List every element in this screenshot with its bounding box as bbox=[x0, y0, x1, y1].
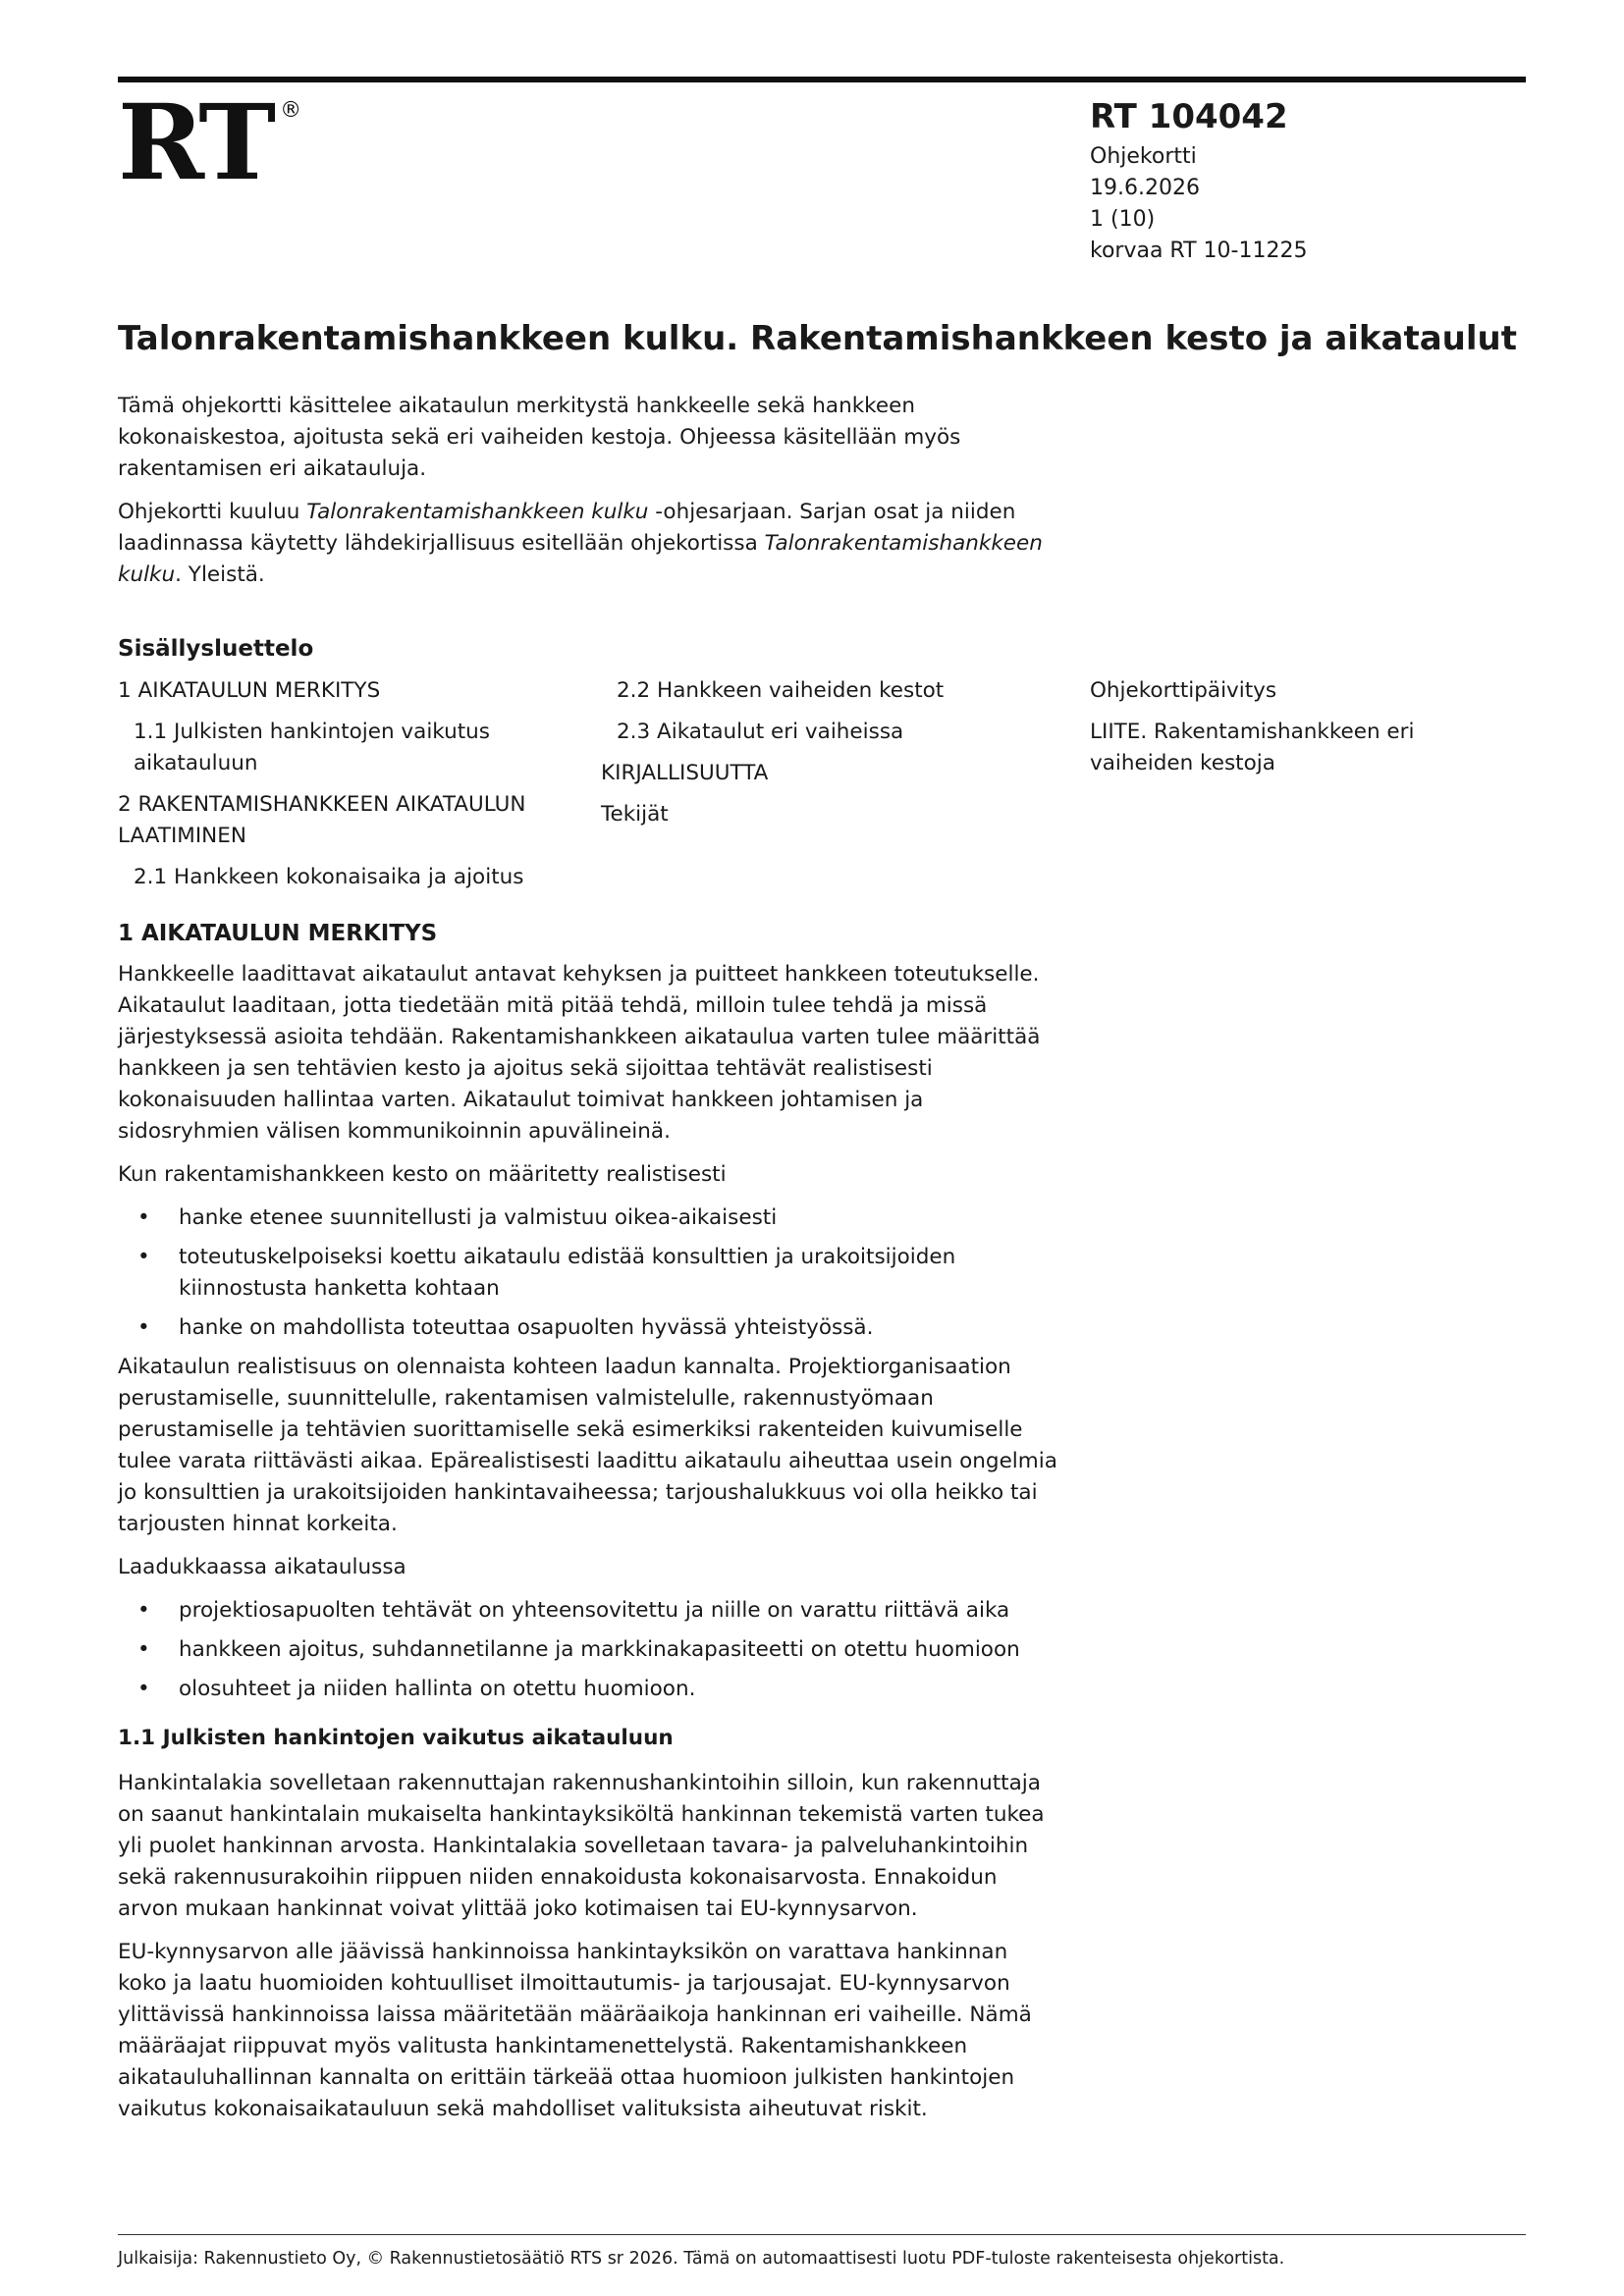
list-item bbox=[118, 1312, 1060, 1344]
toc-link[interactable]: 1.1 Julkisten hankintojen vaikutus aikatauluun bbox=[134, 720, 490, 775]
toc-heading: Sisällysluettelo bbox=[118, 636, 314, 662]
paragraph: Hankintalakia sovelletaan rakennuttajan rakennushankintoihin silloin, kun rakennuttaja on saanut hankintalain mukaiselta hankintayksiköltä hankinnan tekemistä varten tukea yli puolet hankinnan arvosta. Hankintalakia sovelletaan tavara- ja palveluhankintoihin sekä rakennusurakoihin riippuen niiden ennakoidusta kokonaisarvosta. Ennakoidun arvon mukaan hankinnat voivat ylittää joko kotimaisen tai EU-kynnysarvon. bbox=[118, 1771, 1045, 1921]
toc-link[interactable]: 2.2 Hankkeen vaiheiden kestot bbox=[617, 678, 945, 703]
toc-link[interactable]: 2.3 Aikataulut eri vaiheissa bbox=[617, 720, 904, 744]
toc-link[interactable]: Tekijät bbox=[601, 802, 669, 827]
intro-paragraph-2 bbox=[118, 497, 1060, 591]
list-item bbox=[118, 1202, 1060, 1234]
list-item-text: hanke on mahdollista toteuttaa osapuolten hyvässä yhteistyössä. bbox=[179, 1315, 874, 1340]
list-item bbox=[118, 1242, 1060, 1305]
intro bbox=[118, 391, 1060, 603]
paragraph: Kun rakentamishankkeen kesto on määritetty realistisesti bbox=[118, 1162, 727, 1187]
reference-card-name: Talonrakentamishankkeen kulku bbox=[118, 531, 1043, 587]
paragraph: EU-kynnysarvon alle jäävissä hankinnoissa hankintayksikön on varattava hankinnan koko ja laatu huomioiden kohtuulliset ilmoittautumis- ja tarjousajat. EU-kynnysarvon ylittävissä hankinnoissa laissa määritetään määräaikoja hankinnan eri vaiheille. Nämä määräajat riippuvat myös valitusta hankintamenettelystä. Rakentamishankkeen aikatauluhallinnan kannalta on erittäin tärkeää ottaa huomioon julkisten hankintojen vaikutus kokonaisaikatauluun sekä mahdolliset valituksista aiheutuvat riskit. bbox=[118, 1940, 1032, 2121]
paragraph: Hankkeelle laadittavat aikataulut antavat kehyksen ja puitteet hankkeen toteutukselle. Aikataulut laaditaan, jotta tiedetään mitä pitää tehdä, milloin tulee tehdä ja missä järjestyksessä asioita tehdään. Rakentamishankkeen aikataulua varten tulee määrittää hankkeen ja sen tehtävien kesto ja ajoitus sekä sijoittaa tehtävät realistisesti kokonaisuuden hallintaa varten. Aikataulut toimivat hankkeen johtamisen ja sidosryhmien välisen kommunikoinnin apuvälineinä. bbox=[118, 962, 1041, 1144]
footer-rule bbox=[118, 2234, 1526, 2235]
series-name: Talonrakentamishankkeen kulku bbox=[306, 500, 649, 524]
header-rule bbox=[118, 77, 1526, 82]
toc-column-2 bbox=[601, 675, 1033, 840]
list-item bbox=[118, 1674, 1060, 1705]
intro-text: . Yleistä. bbox=[175, 562, 265, 587]
list-item-text: hanke etenee suunnitellusti ja valmistuu oikea-aikaisesti bbox=[179, 1205, 778, 1230]
document-type: Ohjekortti bbox=[1090, 144, 1197, 169]
list-item-text: hankkeen ajoitus, suhdannetilanne ja markkinakapasiteetti on otettu huomioon bbox=[179, 1637, 1020, 1662]
list-item bbox=[118, 1595, 1060, 1627]
intro-text: Ohjekortti kuuluu bbox=[118, 500, 307, 524]
toc-link[interactable]: Ohjekorttipäivitys bbox=[1090, 678, 1277, 703]
bullet-icon: • bbox=[137, 1315, 150, 1340]
paragraph: Laadukkaassa aikataulussa bbox=[118, 1555, 406, 1579]
list-item-text: olosuhteet ja niiden hallinta on otettu huomioon. bbox=[179, 1677, 696, 1701]
bullet-icon: • bbox=[137, 1598, 150, 1623]
section-1-heading: 1 AIKATAULUN MERKITYS bbox=[118, 921, 438, 946]
list-item-text: toteutuskelpoiseksi koettu aikataulu edistää konsulttien ja urakoitsijoiden kiinnostusta hanketta kohtaan bbox=[179, 1245, 956, 1301]
list-item bbox=[118, 1634, 1060, 1666]
toc-column-1 bbox=[118, 675, 569, 903]
page-number: 1 (10) bbox=[1090, 207, 1156, 232]
paragraph: Aikataulun realistisuus on olennaista kohteen laadun kannalta. Projektiorganisaation perustamiselle, suunnittelulle, rakentamisen valmistelulle, rakennustyömaan perustamiselle ja tehtävien suorittamiselle sekä esimerkiksi rakenteiden kuivumiselle tulee varata riittävästi aikaa. Epärealistisesti laadittu aikataulu aiheuttaa usein ongelmia jo konsulttien ja urakoitsijoiden hankintavaiheessa; tarjoushalukkuus voi olla heikko tai tarjousten hinnat korkeita. bbox=[118, 1355, 1057, 1536]
registered-mark: ® bbox=[280, 98, 302, 123]
toc-link[interactable]: LIITE. Rakentamishankkeen eri vaiheiden kestoja bbox=[1090, 720, 1415, 775]
bullet-icon: • bbox=[137, 1245, 150, 1269]
footer-text: Julkaisija: Rakennustieto Oy, © Rakennustietosäätiö RTS sr 2026. Tämä on automaattisesti luotu PDF-tuloste rakenteisesta ohjekortista. bbox=[118, 2249, 1285, 2269]
toc-column-3 bbox=[1090, 675, 1483, 789]
bullet-icon: • bbox=[137, 1205, 150, 1230]
bullet-list bbox=[118, 1595, 1060, 1705]
intro-text: -ohjesarjaan. Sarjan osat ja niiden laadinnassa käytetty lähdekirjallisuus esitellään ohjekortissa bbox=[118, 500, 1016, 556]
document-meta bbox=[1090, 94, 1307, 267]
replaces-note: korvaa RT 10-11225 bbox=[1090, 239, 1308, 263]
page-title: Talonrakentamishankkeen kulku. Rakentamishankkeen kesto ja aikataulut bbox=[118, 319, 1517, 358]
bullet-icon: • bbox=[137, 1677, 150, 1701]
section-1-1-heading: 1.1 Julkisten hankintojen vaikutus aikatauluun bbox=[118, 1726, 674, 1750]
toc-link[interactable]: 2 RAKENTAMISHANKKEEN AIKATAULUN LAATIMINEN bbox=[118, 792, 526, 848]
toc-link[interactable]: KIRJALLISUUTTA bbox=[601, 761, 769, 785]
main-content bbox=[118, 918, 1060, 2137]
logo-text: RT bbox=[118, 80, 273, 203]
intro-paragraph-1: Tämä ohjekortti käsittelee aikataulun merkitystä hankkeelle sekä hankkeen kokonaiskestoa, ajoitusta sekä eri vaiheiden kestoja. Ohjeessa käsitellään myös rakentamisen eri aikatauluja. bbox=[118, 394, 961, 481]
rt-logo bbox=[118, 80, 302, 203]
toc-link[interactable]: 1 AIKATAULUN MERKITYS bbox=[118, 678, 381, 703]
bullet-icon: • bbox=[137, 1637, 150, 1662]
list-item-text: projektiosapuolten tehtävät on yhteensovitettu ja niille on varattu riittävä aika bbox=[179, 1598, 1010, 1623]
document-code: RT 104042 bbox=[1090, 97, 1288, 136]
bullet-list bbox=[118, 1202, 1060, 1344]
document-date: 19.6.2026 bbox=[1090, 176, 1200, 200]
toc-link[interactable]: 2.1 Hankkeen kokonaisaika ja ajoitus bbox=[134, 865, 524, 889]
